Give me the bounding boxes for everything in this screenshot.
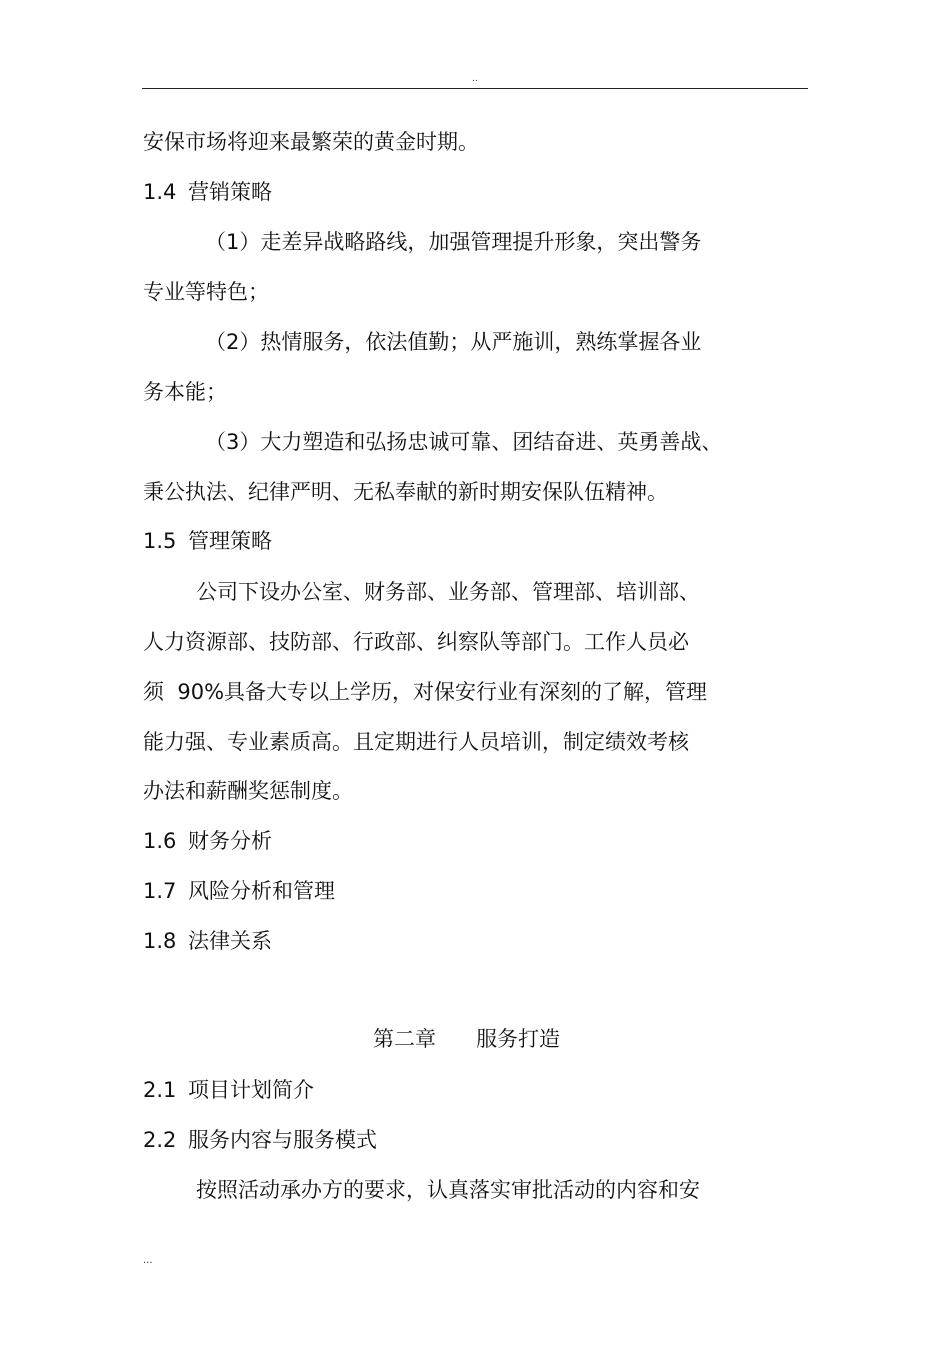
section-heading-1-8 bbox=[143, 927, 272, 955]
section-number: 1.8 bbox=[143, 929, 177, 953]
body-text-line: 秉公执法、纪律严明、无私奉献的新时期安保队伍精神。 bbox=[143, 480, 668, 504]
section-title: 财务分析 bbox=[188, 829, 272, 853]
section-title: 风险分析和管理 bbox=[188, 879, 335, 903]
section-number: 1.7 bbox=[143, 879, 177, 903]
chapter-heading bbox=[373, 1025, 560, 1053]
body-text-line: 公司下设办公室、财务部、业务部、管理部、培训部、 bbox=[196, 580, 700, 604]
section-number: 1.4 bbox=[143, 180, 177, 204]
section-heading-1-5 bbox=[143, 527, 272, 555]
body-text-line: 按照活动承办方的要求，认真落实审批活动的内容和安 bbox=[196, 1178, 700, 1202]
body-text-line: （2）热情服务，依法值勤；从严施训，熟练掌握各业 bbox=[205, 330, 702, 354]
section-title: 法律关系 bbox=[188, 929, 272, 953]
section-heading-1-6 bbox=[143, 827, 272, 855]
section-heading-1-4 bbox=[143, 178, 272, 206]
page-header-mark: .. bbox=[472, 74, 478, 84]
section-heading-1-7 bbox=[143, 877, 335, 905]
section-title: 管理策略 bbox=[188, 529, 272, 553]
body-text-line: 能力强、专业素质高。且定期进行人员培训，制定绩效考核 bbox=[143, 730, 689, 754]
body-text-line: 人力资源部、技防部、行政部、纠察队等部门。工作人员必 bbox=[143, 630, 689, 654]
body-text-line: 安保市场将迎来最繁荣的黄金时期。 bbox=[143, 130, 479, 154]
section-heading-2-2 bbox=[143, 1126, 377, 1154]
section-number: 2.1 bbox=[143, 1078, 177, 1102]
header-rule bbox=[142, 88, 808, 89]
section-number: 2.2 bbox=[143, 1128, 177, 1152]
page-footer-mark: ... bbox=[143, 1255, 153, 1266]
body-text-line: 办法和薪酬奖惩制度。 bbox=[143, 779, 353, 803]
chapter-title: 服务打造 bbox=[476, 1027, 561, 1051]
body-text-line: 专业等特色； bbox=[143, 280, 269, 304]
body-text-line: 务本能； bbox=[143, 380, 227, 404]
section-title: 服务内容与服务模式 bbox=[188, 1128, 377, 1152]
body-text-line: 须 90%具备大专以上学历，对保安行业有深刻的了解，管理 bbox=[143, 680, 708, 704]
section-title: 项目计划简介 bbox=[188, 1078, 314, 1102]
section-title: 营销策略 bbox=[188, 180, 272, 204]
chapter-label: 第二章 bbox=[373, 1027, 436, 1051]
section-number: 1.6 bbox=[143, 829, 177, 853]
section-heading-2-1 bbox=[143, 1076, 314, 1104]
section-number: 1.5 bbox=[143, 529, 177, 553]
body-text-line: （3）大力塑造和弘扬忠诚可靠、团结奋进、英勇善战、 bbox=[205, 430, 723, 454]
body-text-line: （1）走差异战略路线，加强管理提升形象，突出警务 bbox=[205, 230, 702, 254]
